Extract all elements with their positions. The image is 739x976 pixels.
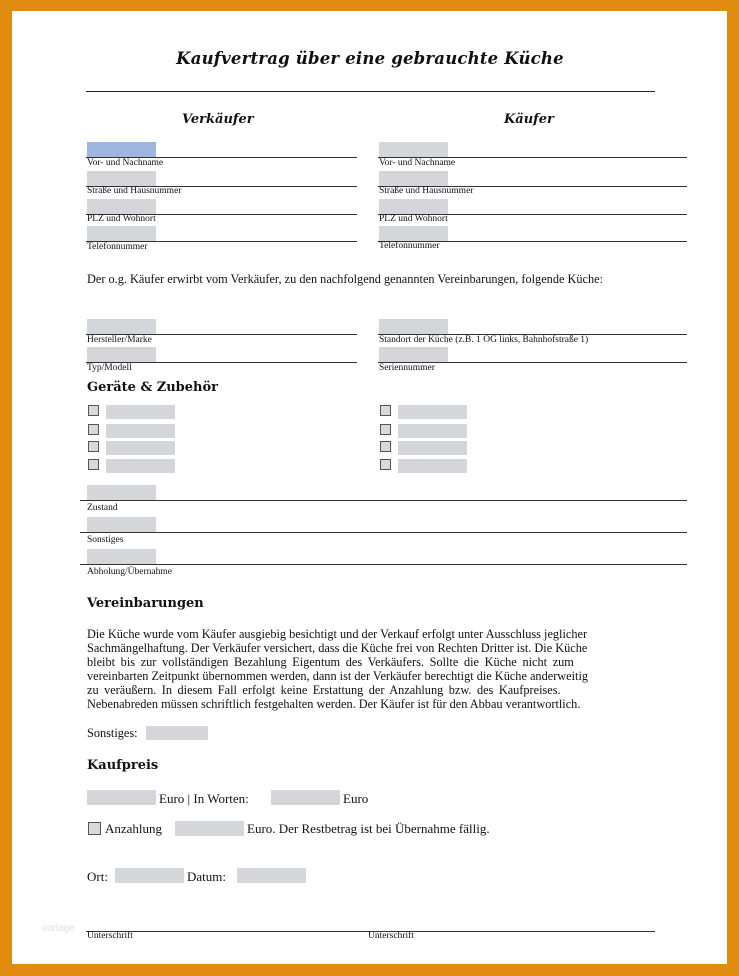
seller-heading: Verkäufer [182, 112, 254, 127]
devices-heading: Geräte & Zubehör [87, 380, 218, 395]
agreements-line: bleibt bis zur vollständigen Bezahlung Eigentum des Verkäufers. Sollte die Küche nicht zum [87, 655, 574, 669]
agreements-line: zu veräußern. In diesem Fall erfolgt keine Erstattung der Anzahlung bzw. des Kaufpreises. [87, 683, 561, 697]
device-field-3[interactable] [106, 441, 175, 455]
price-euro-label: Euro [343, 791, 369, 806]
title-divider [86, 91, 655, 92]
price-euro-words-label: Euro | In Worten: [159, 791, 249, 806]
buyer-phone-label: Telefonnummer [379, 241, 440, 251]
deposit-checkbox[interactable] [88, 822, 101, 835]
intro-text: Der o.g. Käufer erwirbt vom Verkäufer, zu den nachfolgend genannten Vereinbarungen, folgende Küche: [87, 272, 604, 286]
device-checkbox-2[interactable] [88, 424, 99, 435]
watermark: vorlage [42, 923, 75, 934]
other-line [80, 532, 687, 533]
pickup-label: Abholung/Übernahme [87, 567, 172, 577]
seller-name-label: Vor- und Nachname [87, 158, 164, 168]
buyer-heading: Käufer [504, 112, 554, 127]
deposit-rest-text: Euro. Der Restbetrag ist bei Übernahme fällig. [247, 821, 490, 836]
location-label: Standort der Küche (z.B. 1 OG links, Bahnhofstraße 1) [379, 335, 589, 345]
condition-label: Zustand [87, 503, 118, 513]
place-field[interactable] [115, 868, 184, 883]
device-checkbox-1[interactable] [88, 405, 99, 416]
pickup-field[interactable] [87, 549, 156, 564]
device-checkbox-8[interactable] [380, 459, 391, 470]
buyer-name-label: Vor- und Nachname [379, 158, 456, 168]
device-checkbox-7[interactable] [380, 441, 391, 452]
seller-city-label: PLZ und Wohnort [87, 214, 156, 224]
pickup-line [80, 564, 687, 565]
brand-label: Hersteller/Marke [87, 335, 152, 345]
agreements-line: Die Küche wurde vom Käufer ausgiebig besichtigt und der Verkauf erfolgt unter Ausschluss jeglicher [87, 627, 588, 641]
buyer-street-label: Straße und Hausnummer [379, 186, 474, 196]
device-field-8[interactable] [398, 459, 467, 473]
agreements-heading: Vereinbarungen [87, 596, 204, 611]
agreements-line: Nebenabreden müssen schriftlich festgehalten werden. Der Käufer ist für den Abbau verantwortlich. [87, 697, 581, 711]
brand-field[interactable] [87, 319, 156, 334]
agreements-line: Sachmängelhaftung. Der Verkäufer versichert, dass die Küche frei von Rechten Dritter ist. Die Küche [87, 641, 588, 655]
device-field-7[interactable] [398, 441, 467, 455]
model-label: Typ/Modell [87, 363, 132, 373]
buyer-city-label: PLZ und Wohnort [379, 214, 448, 224]
agreements-other-field[interactable] [146, 726, 208, 740]
other-label: Sonstiges [87, 535, 124, 545]
place-label: Ort: [87, 869, 108, 884]
deposit-amount-field[interactable] [175, 821, 244, 836]
model-field[interactable] [87, 347, 156, 362]
agreements-other-label: Sonstiges: [87, 726, 138, 740]
device-field-4[interactable] [106, 459, 175, 473]
agreements-line: vereinbarten Zeitpunkt übernommen werden, dann ist der Verkäufer berechtigt die Küche anderweitig [87, 669, 589, 683]
device-field-6[interactable] [398, 424, 467, 438]
document-title: Kaufvertrag über eine gebrauchte Küche [176, 49, 564, 68]
seller-phone-label: Telefonnummer [87, 242, 148, 252]
device-field-2[interactable] [106, 424, 175, 438]
buyer-name-field[interactable] [379, 142, 448, 157]
price-heading: Kaufpreis [87, 758, 159, 773]
date-label: Datum: [187, 869, 226, 884]
condition-field[interactable] [87, 485, 156, 500]
device-checkbox-3[interactable] [88, 441, 99, 452]
serial-label: Seriennummer [379, 363, 435, 373]
contract-page [12, 11, 727, 964]
seller-name-field[interactable] [87, 142, 156, 157]
location-field[interactable] [379, 319, 448, 334]
device-checkbox-5[interactable] [380, 405, 391, 416]
price-amount-field[interactable] [87, 790, 156, 805]
price-words-field[interactable] [271, 790, 340, 805]
seller-city-field[interactable] [87, 199, 156, 214]
device-field-5[interactable] [398, 405, 467, 419]
buyer-phone-field[interactable] [379, 226, 448, 241]
date-field[interactable] [237, 868, 306, 883]
seller-street-label: Straße und Hausnummer [87, 186, 182, 196]
buyer-street-field[interactable] [379, 171, 448, 186]
serial-field[interactable] [379, 347, 448, 362]
signature-left-label: Unterschrift [87, 931, 133, 941]
other-field[interactable] [87, 517, 156, 532]
device-checkbox-4[interactable] [88, 459, 99, 470]
deposit-label: Anzahlung [105, 821, 163, 836]
device-field-1[interactable] [106, 405, 175, 419]
signature-right-label: Unterschrift [368, 931, 414, 941]
condition-line [80, 500, 687, 501]
seller-street-field[interactable] [87, 171, 156, 186]
seller-phone-field[interactable] [87, 226, 156, 241]
buyer-city-field[interactable] [379, 199, 448, 214]
device-checkbox-6[interactable] [380, 424, 391, 435]
